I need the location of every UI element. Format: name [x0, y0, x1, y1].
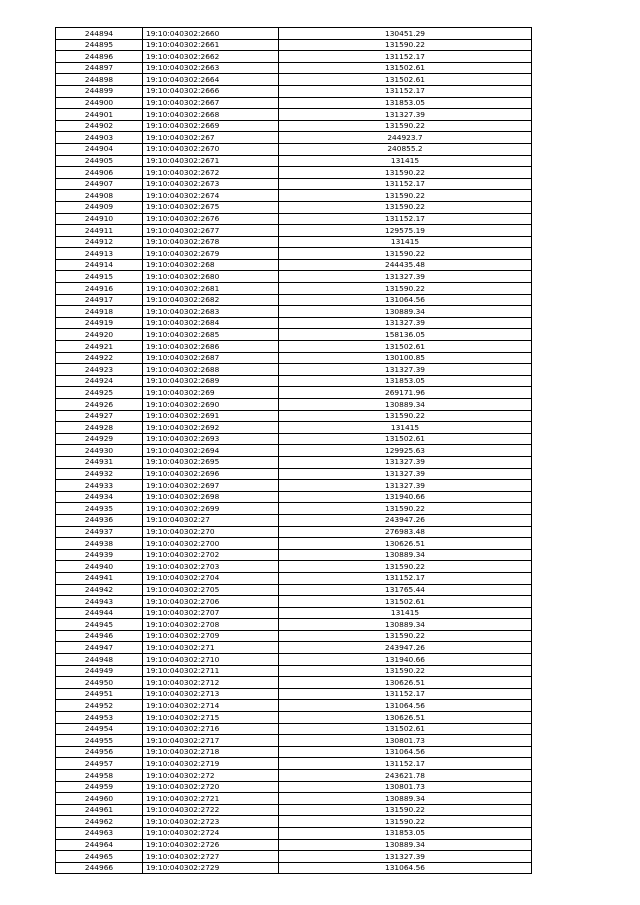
cadastral-number-cell: 19:10:040302:2687: [143, 352, 279, 364]
table-row: [56, 688, 532, 700]
row-id-cell: 244950: [56, 677, 143, 689]
row-id-cell: 244953: [56, 712, 143, 724]
value-cell: 243621.78: [279, 770, 532, 782]
table-row: [56, 526, 532, 538]
cadastral-number-cell: 19:10:040302:2699: [143, 503, 279, 515]
table-row: [56, 607, 532, 619]
value-cell: 130626.51: [279, 538, 532, 550]
table-row: [56, 62, 532, 74]
cadastral-number-cell: 19:10:040302:2682: [143, 294, 279, 306]
cadastral-number-cell: 19:10:040302:2664: [143, 74, 279, 86]
cadastral-number-cell: 19:10:040302:2715: [143, 712, 279, 724]
cadastral-number-cell: 19:10:040302:2705: [143, 584, 279, 596]
table-row: [56, 735, 532, 747]
value-cell: 131152.17: [279, 572, 532, 584]
table-row: [56, 491, 532, 503]
table-row: [56, 549, 532, 561]
table-row: [56, 51, 532, 63]
table-row: [56, 456, 532, 468]
table-row: [56, 630, 532, 642]
row-id-cell: 244916: [56, 283, 143, 295]
value-cell: 131152.17: [279, 85, 532, 97]
cadastral-number-cell: 19:10:040302:2722: [143, 804, 279, 816]
table-row: [56, 793, 532, 805]
value-cell: 131590.22: [279, 410, 532, 422]
value-cell: 130889.34: [279, 399, 532, 411]
cadastral-number-cell: 19:10:040302:2702: [143, 549, 279, 561]
row-id-cell: 244955: [56, 735, 143, 747]
row-id-cell: 244937: [56, 526, 143, 538]
cadastral-number-cell: 19:10:040302:2726: [143, 839, 279, 851]
row-id-cell: 244902: [56, 120, 143, 132]
value-cell: 158136.05: [279, 329, 532, 341]
cadastral-number-cell: 19:10:040302:2662: [143, 51, 279, 63]
cadastral-number-cell: 19:10:040302:2688: [143, 364, 279, 376]
row-id-cell: 244949: [56, 665, 143, 677]
row-id-cell: 244914: [56, 259, 143, 271]
row-id-cell: 244926: [56, 399, 143, 411]
cadastral-number-cell: 19:10:040302:272: [143, 770, 279, 782]
value-cell: 131590.22: [279, 630, 532, 642]
value-cell: 131765.44: [279, 584, 532, 596]
table-row: [56, 85, 532, 97]
table-row: [56, 341, 532, 353]
table-row: [56, 143, 532, 155]
row-id-cell: 244909: [56, 201, 143, 213]
value-cell: 131590.22: [279, 816, 532, 828]
row-id-cell: 244928: [56, 422, 143, 434]
cadastral-number-cell: 19:10:040302:2704: [143, 572, 279, 584]
table-row: [56, 746, 532, 758]
cadastral-number-cell: 19:10:040302:2663: [143, 62, 279, 74]
cadastral-number-cell: 19:10:040302:2713: [143, 688, 279, 700]
row-id-cell: 244922: [56, 352, 143, 364]
table-row: [56, 271, 532, 283]
cadastral-number-cell: 19:10:040302:270: [143, 526, 279, 538]
value-cell: 130100.85: [279, 352, 532, 364]
cadastral-number-cell: 19:10:040302:2720: [143, 781, 279, 793]
cadastral-number-cell: 19:10:040302:2667: [143, 97, 279, 109]
row-id-cell: 244957: [56, 758, 143, 770]
value-cell: 131590.22: [279, 248, 532, 260]
value-cell: 131327.39: [279, 109, 532, 121]
cadastral-number-cell: 19:10:040302:2671: [143, 155, 279, 167]
value-cell: 243947.26: [279, 514, 532, 526]
row-id-cell: 244924: [56, 375, 143, 387]
value-cell: 131502.61: [279, 723, 532, 735]
value-cell: 243947.26: [279, 642, 532, 654]
row-id-cell: 244963: [56, 827, 143, 839]
cadastral-number-cell: 19:10:040302:2706: [143, 596, 279, 608]
row-id-cell: 244901: [56, 109, 143, 121]
cadastral-number-cell: 19:10:040302:2695: [143, 456, 279, 468]
row-id-cell: 244919: [56, 317, 143, 329]
table-row: [56, 596, 532, 608]
row-id-cell: 244961: [56, 804, 143, 816]
row-id-cell: 244932: [56, 468, 143, 480]
table-row: [56, 433, 532, 445]
table-row: [56, 827, 532, 839]
cadastral-number-cell: 19:10:040302:2724: [143, 827, 279, 839]
row-id-cell: 244941: [56, 572, 143, 584]
table-row: [56, 294, 532, 306]
cadastral-number-cell: 19:10:040302:2686: [143, 341, 279, 353]
cadastral-number-cell: 19:10:040302:2670: [143, 143, 279, 155]
value-cell: 131152.17: [279, 178, 532, 190]
cadastral-number-cell: 19:10:040302:2696: [143, 468, 279, 480]
cadastral-number-cell: 19:10:040302:2691: [143, 410, 279, 422]
value-cell: 131415: [279, 236, 532, 248]
value-cell: 130889.34: [279, 306, 532, 318]
cadastral-number-cell: 19:10:040302:2679: [143, 248, 279, 260]
value-cell: 130626.51: [279, 677, 532, 689]
table-row: [56, 329, 532, 341]
table-row: [56, 665, 532, 677]
cadastral-number-cell: 19:10:040302:2680: [143, 271, 279, 283]
value-cell: 130801.73: [279, 781, 532, 793]
row-id-cell: 244896: [56, 51, 143, 63]
cadastral-number-cell: 19:10:040302:2661: [143, 39, 279, 51]
row-id-cell: 244911: [56, 225, 143, 237]
row-id-cell: 244903: [56, 132, 143, 144]
value-cell: 131590.22: [279, 39, 532, 51]
cadastral-number-cell: 19:10:040302:2708: [143, 619, 279, 631]
cadastral-number-cell: 19:10:040302:2716: [143, 723, 279, 735]
cadastral-number-cell: 19:10:040302:2660: [143, 28, 279, 40]
row-id-cell: 244918: [56, 306, 143, 318]
row-id-cell: 244947: [56, 642, 143, 654]
row-id-cell: 244929: [56, 433, 143, 445]
row-id-cell: 244930: [56, 445, 143, 457]
cadastral-number-cell: 19:10:040302:2693: [143, 433, 279, 445]
value-cell: 131152.17: [279, 51, 532, 63]
value-cell: 130889.34: [279, 839, 532, 851]
table-row: [56, 619, 532, 631]
value-cell: 130626.51: [279, 712, 532, 724]
table-row: [56, 28, 532, 40]
table-row: [56, 167, 532, 179]
cadastral-number-cell: 19:10:040302:2717: [143, 735, 279, 747]
row-id-cell: 244917: [56, 294, 143, 306]
row-id-cell: 244915: [56, 271, 143, 283]
value-cell: 131853.05: [279, 97, 532, 109]
cadastral-number-cell: 19:10:040302:2689: [143, 375, 279, 387]
cadastral-number-cell: 19:10:040302:2668: [143, 109, 279, 121]
cadastral-number-cell: 19:10:040302:2690: [143, 399, 279, 411]
table-row: [56, 387, 532, 399]
cadastral-number-cell: 19:10:040302:2666: [143, 85, 279, 97]
table-row: [56, 816, 532, 828]
row-id-cell: 244940: [56, 561, 143, 573]
table-row: [56, 259, 532, 271]
row-id-cell: 244906: [56, 167, 143, 179]
value-cell: 131327.39: [279, 480, 532, 492]
table-row: [56, 97, 532, 109]
value-cell: 129925.63: [279, 445, 532, 457]
row-id-cell: 244965: [56, 851, 143, 863]
table-row: [56, 201, 532, 213]
row-id-cell: 244907: [56, 178, 143, 190]
table-row: [56, 248, 532, 260]
table-row: [56, 399, 532, 411]
value-cell: 131590.22: [279, 120, 532, 132]
value-cell: 131502.61: [279, 433, 532, 445]
table-row: [56, 503, 532, 515]
row-id-cell: 244905: [56, 155, 143, 167]
table-row: [56, 236, 532, 248]
value-cell: 130451.29: [279, 28, 532, 40]
cadastral-number-cell: 19:10:040302:2692: [143, 422, 279, 434]
value-cell: 131590.22: [279, 201, 532, 213]
row-id-cell: 244897: [56, 62, 143, 74]
table-row: [56, 723, 532, 735]
row-id-cell: 244962: [56, 816, 143, 828]
table-row: [56, 422, 532, 434]
value-cell: 130889.34: [279, 619, 532, 631]
value-cell: 131152.17: [279, 213, 532, 225]
value-cell: 269171.96: [279, 387, 532, 399]
row-id-cell: 244945: [56, 619, 143, 631]
row-id-cell: 244899: [56, 85, 143, 97]
row-id-cell: 244959: [56, 781, 143, 793]
value-cell: 131327.39: [279, 364, 532, 376]
value-cell: 131327.39: [279, 271, 532, 283]
table-row: [56, 190, 532, 202]
table-row: [56, 781, 532, 793]
value-cell: 131590.22: [279, 283, 532, 295]
table-row: [56, 74, 532, 86]
cadastral-number-cell: 19:10:040302:2723: [143, 816, 279, 828]
cadastral-number-cell: 19:10:040302:2718: [143, 746, 279, 758]
row-id-cell: 244904: [56, 143, 143, 155]
row-id-cell: 244910: [56, 213, 143, 225]
table-row: [56, 712, 532, 724]
value-cell: 131415: [279, 607, 532, 619]
cadastral-number-cell: 19:10:040302:2681: [143, 283, 279, 295]
value-cell: 130801.73: [279, 735, 532, 747]
row-id-cell: 244944: [56, 607, 143, 619]
table-row: [56, 572, 532, 584]
value-cell: 131590.22: [279, 190, 532, 202]
cadastral-number-cell: 19:10:040302:2710: [143, 654, 279, 666]
value-cell: 131415: [279, 422, 532, 434]
row-id-cell: 244908: [56, 190, 143, 202]
row-id-cell: 244954: [56, 723, 143, 735]
table-row: [56, 178, 532, 190]
cadastral-number-cell: 19:10:040302:2673: [143, 178, 279, 190]
cadastral-number-cell: 19:10:040302:2727: [143, 851, 279, 863]
cadastral-number-cell: 19:10:040302:2677: [143, 225, 279, 237]
row-id-cell: 244931: [56, 456, 143, 468]
row-id-cell: 244956: [56, 746, 143, 758]
cadastral-number-cell: 19:10:040302:2683: [143, 306, 279, 318]
row-id-cell: 244943: [56, 596, 143, 608]
cadastral-number-cell: 19:10:040302:2674: [143, 190, 279, 202]
cadastral-number-cell: 19:10:040302:2697: [143, 480, 279, 492]
value-cell: 131502.61: [279, 341, 532, 353]
cadastral-number-cell: 19:10:040302:2709: [143, 630, 279, 642]
row-id-cell: 244942: [56, 584, 143, 596]
row-id-cell: 244964: [56, 839, 143, 851]
value-cell: 131415: [279, 155, 532, 167]
value-cell: 131327.39: [279, 317, 532, 329]
table-row: [56, 770, 532, 782]
value-cell: 130889.34: [279, 793, 532, 805]
row-id-cell: 244934: [56, 491, 143, 503]
value-cell: 131152.17: [279, 688, 532, 700]
value-cell: 131327.39: [279, 851, 532, 863]
table-row: [56, 364, 532, 376]
cadastral-number-cell: 19:10:040302:2669: [143, 120, 279, 132]
row-id-cell: 244895: [56, 39, 143, 51]
row-id-cell: 244936: [56, 514, 143, 526]
cadastral-number-cell: 19:10:040302:2721: [143, 793, 279, 805]
table-row: [56, 39, 532, 51]
value-cell: 131853.05: [279, 827, 532, 839]
cadastral-number-cell: 19:10:040302:2685: [143, 329, 279, 341]
cadastral-number-cell: 19:10:040302:2678: [143, 236, 279, 248]
row-id-cell: 244960: [56, 793, 143, 805]
value-cell: 240855.2: [279, 143, 532, 155]
cadastral-number-cell: 19:10:040302:268: [143, 259, 279, 271]
table-row: [56, 480, 532, 492]
table-row: [56, 352, 532, 364]
row-id-cell: 244894: [56, 28, 143, 40]
row-id-cell: 244925: [56, 387, 143, 399]
row-id-cell: 244933: [56, 480, 143, 492]
value-cell: 131502.61: [279, 596, 532, 608]
row-id-cell: 244900: [56, 97, 143, 109]
row-id-cell: 244912: [56, 236, 143, 248]
row-id-cell: 244935: [56, 503, 143, 515]
table-row: [56, 306, 532, 318]
table-row: [56, 283, 532, 295]
table-row: [56, 758, 532, 770]
cadastral-number-cell: 19:10:040302:2676: [143, 213, 279, 225]
value-cell: 276983.48: [279, 526, 532, 538]
value-cell: 131590.22: [279, 167, 532, 179]
value-cell: 131064.56: [279, 294, 532, 306]
table-row: [56, 538, 532, 550]
row-id-cell: 244923: [56, 364, 143, 376]
cadastral-number-cell: 19:10:040302:2675: [143, 201, 279, 213]
row-id-cell: 244939: [56, 549, 143, 561]
row-id-cell: 244952: [56, 700, 143, 712]
value-cell: 131590.22: [279, 665, 532, 677]
value-cell: 131327.39: [279, 456, 532, 468]
table-row: [56, 132, 532, 144]
cadastral-number-cell: 19:10:040302:2694: [143, 445, 279, 457]
cadastral-number-cell: 19:10:040302:2672: [143, 167, 279, 179]
table-row: [56, 642, 532, 654]
table-row: [56, 700, 532, 712]
value-cell: 131940.66: [279, 654, 532, 666]
table-row: [56, 862, 532, 874]
table-row: [56, 317, 532, 329]
value-cell: 131590.22: [279, 503, 532, 515]
value-cell: 244435.48: [279, 259, 532, 271]
table-row: [56, 410, 532, 422]
cadastral-number-cell: 19:10:040302:2703: [143, 561, 279, 573]
cadastral-number-cell: 19:10:040302:2698: [143, 491, 279, 503]
value-cell: 130889.34: [279, 549, 532, 561]
cadastral-number-cell: 19:10:040302:2711: [143, 665, 279, 677]
value-cell: 244923.7: [279, 132, 532, 144]
value-cell: 131064.56: [279, 862, 532, 874]
value-cell: 131940.66: [279, 491, 532, 503]
value-cell: 131327.39: [279, 468, 532, 480]
value-cell: 129575.19: [279, 225, 532, 237]
value-cell: 131064.56: [279, 700, 532, 712]
table-row: [56, 213, 532, 225]
row-id-cell: 244920: [56, 329, 143, 341]
table-body: [56, 28, 532, 874]
table-row: [56, 677, 532, 689]
row-id-cell: 244938: [56, 538, 143, 550]
table-row: [56, 468, 532, 480]
table-row: [56, 584, 532, 596]
table-row: [56, 225, 532, 237]
table-row: [56, 654, 532, 666]
table-row: [56, 445, 532, 457]
row-id-cell: 244921: [56, 341, 143, 353]
value-cell: 131152.17: [279, 758, 532, 770]
cadastral-number-cell: 19:10:040302:2700: [143, 538, 279, 550]
row-id-cell: 244946: [56, 630, 143, 642]
value-cell: 131853.05: [279, 375, 532, 387]
table-row: [56, 120, 532, 132]
row-id-cell: 244913: [56, 248, 143, 260]
cadastral-number-cell: 19:10:040302:2707: [143, 607, 279, 619]
cadastral-number-cell: 19:10:040302:2712: [143, 677, 279, 689]
value-cell: 131502.61: [279, 62, 532, 74]
data-table: [55, 27, 532, 874]
row-id-cell: 244948: [56, 654, 143, 666]
row-id-cell: 244966: [56, 862, 143, 874]
cadastral-number-cell: 19:10:040302:2684: [143, 317, 279, 329]
table-row: [56, 851, 532, 863]
cadastral-number-cell: 19:10:040302:2714: [143, 700, 279, 712]
table-row: [56, 155, 532, 167]
table-row: [56, 514, 532, 526]
cadastral-number-cell: 19:10:040302:269: [143, 387, 279, 399]
row-id-cell: 244958: [56, 770, 143, 782]
table-row: [56, 839, 532, 851]
value-cell: 131590.22: [279, 561, 532, 573]
row-id-cell: 244951: [56, 688, 143, 700]
table-row: [56, 375, 532, 387]
cadastral-number-cell: 19:10:040302:271: [143, 642, 279, 654]
cadastral-number-cell: 19:10:040302:2729: [143, 862, 279, 874]
value-cell: 131502.61: [279, 74, 532, 86]
value-cell: 131064.56: [279, 746, 532, 758]
table-row: [56, 804, 532, 816]
value-cell: 131590.22: [279, 804, 532, 816]
row-id-cell: 244898: [56, 74, 143, 86]
row-id-cell: 244927: [56, 410, 143, 422]
table-row: [56, 561, 532, 573]
cadastral-number-cell: 19:10:040302:267: [143, 132, 279, 144]
table-row: [56, 109, 532, 121]
cadastral-number-cell: 19:10:040302:27: [143, 514, 279, 526]
cadastral-number-cell: 19:10:040302:2719: [143, 758, 279, 770]
